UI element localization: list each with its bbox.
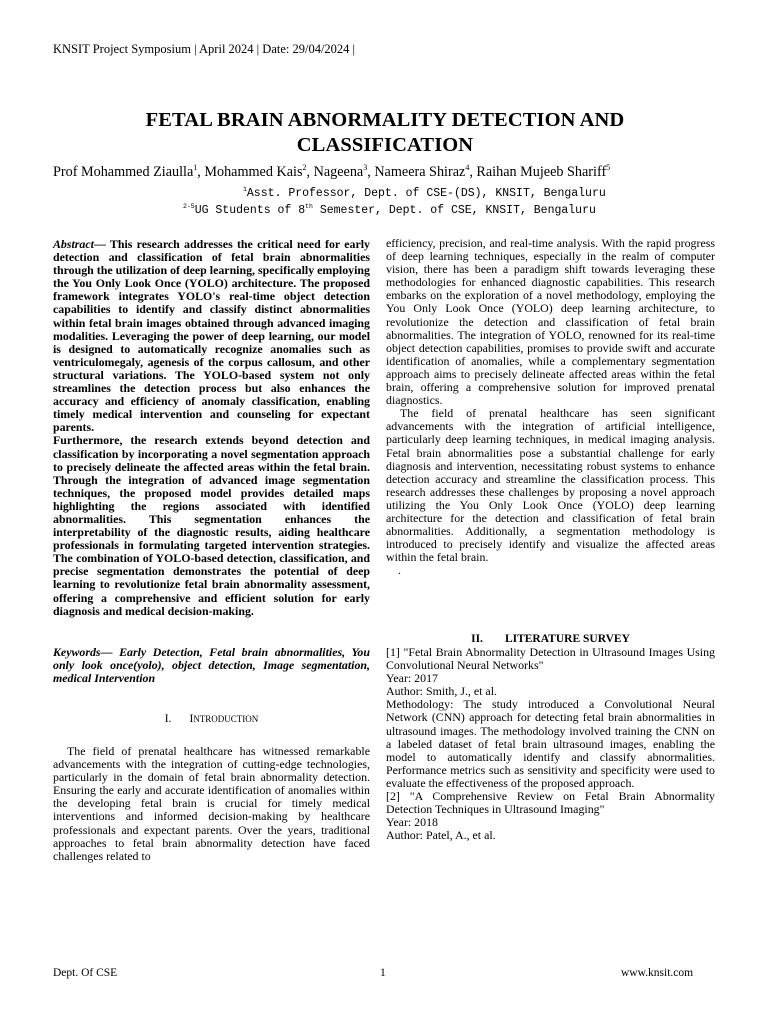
affiliation-text: Semester, Dept. of CSE, KNSIT, Bengaluru xyxy=(312,204,596,217)
keywords xyxy=(53,646,370,685)
abstract-paragraph: Furthermore, the research extends beyond detection and classification by incorporating a novel segmentation approach to precisely delineate the affected areas within the fetal brain. Through the integration of advanced image segmentation techniques, the proposed model provides detailed maps highlighting the regions associated with identified abnormalities. This segmentation enhances the interpretability of the diagnostic results, aiding healthcare professionals in formulating targeted intervention strategies. The combination of YOLO-based detection, classification, and precise segmentation demonstrates the potential of deep learning to revolutionize fetal brain abnormality assessment, offering a comprehensive and efficient solution for early diagnosis and medical decision-making. xyxy=(53,433,370,618)
author-separator: , xyxy=(469,164,477,180)
author-list xyxy=(53,163,610,181)
keywords-label: Keywords xyxy=(53,645,101,659)
abstract-dash: — xyxy=(93,237,110,251)
affiliation-mark: 2-5 xyxy=(183,203,195,210)
running-head: KNSIT Project Symposium | April 2024 | Date: 29/04/2024 | xyxy=(53,42,356,56)
body-paragraph: efficiency, precision, and real-time analysis. With the rapid progress of deep learning techniques, especially in the realm of computer vision, there has been a paradigm shift towards leveraging these methodologies for enhanced diagnostic capabilities. This research embarks on the exploration of a novel methodology, employing the You Only Look Once (YOLO) deep learning architecture, to revolutionize the detection and classification of fetal brain abnormalities. The integration of YOLO, renowned for its real-time object detection capabilities, promises to provide swift and accurate identification of anomalies, while a complementary segmentation approach aims to precisely delineate affected areas within the fetal brain, offering a comprehensive solution for improved prenatal diagnostics. xyxy=(386,236,715,408)
author-affiliation-mark: 2 xyxy=(302,163,307,172)
stray-period: . xyxy=(398,563,401,578)
author-affiliation-mark: 3 xyxy=(363,163,368,172)
affiliation-mark: 1 xyxy=(243,186,247,193)
keywords-text: Early Detection, Fetal brain abnormalities, You only look once(yolo), object detection, Image segmentation, medical Intervention xyxy=(53,645,370,686)
author-name: Mohammed Kais xyxy=(204,164,303,180)
section-number: II. xyxy=(471,633,483,645)
author-separator: , xyxy=(197,164,205,180)
author-name: Raihan Mujeeb Shariff xyxy=(476,164,607,180)
introduction-continued xyxy=(386,237,715,577)
section-title-rest: NTRODUCTION xyxy=(193,714,259,724)
author-name: Nameera Shiraz xyxy=(374,164,466,180)
literature-survey-body xyxy=(386,646,715,842)
ordinal-suffix: th xyxy=(305,203,313,210)
reference-year: Year: 2017 xyxy=(386,671,438,686)
affiliation-text: Asst. Professor, Dept. of CSE-(DS), KNSIT, Bengaluru xyxy=(246,187,606,200)
page-number: 1 xyxy=(380,967,386,979)
affiliation-text: UG Students of 8 xyxy=(194,204,306,217)
introduction-body xyxy=(53,745,370,863)
section-heading-literature-survey xyxy=(386,632,715,646)
reference-year: Year: 2018 xyxy=(386,815,438,830)
author-affiliation-mark: 4 xyxy=(465,163,470,172)
introduction-paragraph: The field of prenatal healthcare has witnessed remarkable advancements with the integration of cutting-edge technologies, particularly in the domain of fetal brain abnormality detection. Ensuring the early and accurate identification of anomalies within the developing fetal brain is crucial for timely medical interventions and informed decision-making by healthcare professionals and expectant parents. Over the years, traditional approaches to fetal brain abnormality detection have faced challenges related to xyxy=(53,744,370,863)
reference-author: Author: Patel, A., et al. xyxy=(386,828,496,843)
reference-author: Author: Smith, J., et al. xyxy=(386,684,497,699)
section-title-initial: I xyxy=(189,713,194,725)
keywords-dash: — xyxy=(100,645,120,659)
body-paragraph: The field of prenatal healthcare has seen significant advancements with the integration of artificial intelligence, particularly deep learning techniques, in medical imaging analysis. Fetal brain abnormalities pose a substantial challenge for early diagnosis and intervention, necessitating robust systems to enhance detection accuracy and streamline the classification process. This research addresses these challenges by proposing a novel approach utilizing the You Only Look Once (YOLO) deep learning architecture for the detection and classification of fetal brain abnormalities. Additionally, a segmentation methodology is introduced to precisely identify and visualize the affected areas within the fetal brain. xyxy=(386,406,715,565)
author-separator: , xyxy=(306,164,314,180)
author-name: Prof Mohammed Ziaulla xyxy=(53,164,194,180)
author-name: Nageena xyxy=(313,164,364,180)
abstract-text: This research addresses the critical need for early detection and classification of fetal brain abnormalities through the utilization of deep learning, specifically employing the You Only Look Once (YOLO) architecture. The proposed framework integrates YOLO's real-time object detection capabilities to identify and classify distinct abnormalities within fetal brain images obtained through advanced imaging modalities. Leveraging the power of deep learning, our model is designed to automatically recognize anomalies such as ventriculomegaly, agenesis of the corpus callosum, and other structural variations. The YOLO-based system not only streamlines the detection process but also enhances the accuracy and efficiency of anomaly classification, enabling timely medical intervention and counseling for expectant parents. xyxy=(53,237,370,435)
section-number: I. xyxy=(164,713,172,725)
section-title: LITERATURE SURVEY xyxy=(504,633,630,645)
affiliation-1 xyxy=(243,187,606,201)
reference-title: [2] "A Comprehensive Review on Fetal Brain Abnormality Detection Techniques in Ultrasound Imaging" xyxy=(386,789,715,817)
keywords-paragraph xyxy=(53,646,370,685)
section-heading-introduction xyxy=(53,712,370,726)
affiliation-2 xyxy=(183,204,596,218)
author-affiliation-mark: 5 xyxy=(606,163,611,172)
reference-title: [1] "Fetal Brain Abnormality Detection in Ultrasound Images Using Convolutional Neural Networks" xyxy=(386,645,715,673)
footer-website[interactable]: www.knsit.com xyxy=(621,967,694,979)
footer-department: Dept. Of CSE xyxy=(53,967,118,979)
reference-methodology: Methodology: The study introduced a Convolutional Neural Network (CNN) approach for detecting fetal brain abnormalities in ultrasound images. The methodology involved training the CNN on a labeled dataset of fetal brain ultrasound images, enabling the model to automatically identify and classify abnormalities. Performance metrics such as sensitivity and specificity were used to evaluate the effectiveness of the proposed approach. xyxy=(386,697,715,790)
abstract xyxy=(53,238,370,618)
author-separator: , xyxy=(367,164,375,180)
abstract-label: Abstract xyxy=(53,237,94,251)
author-affiliation-mark: 1 xyxy=(193,163,198,172)
paper-title: FETAL BRAIN ABNORMALITY DETECTION AND CLASSIFICATION xyxy=(145,109,625,156)
abstract-paragraph xyxy=(53,238,370,434)
